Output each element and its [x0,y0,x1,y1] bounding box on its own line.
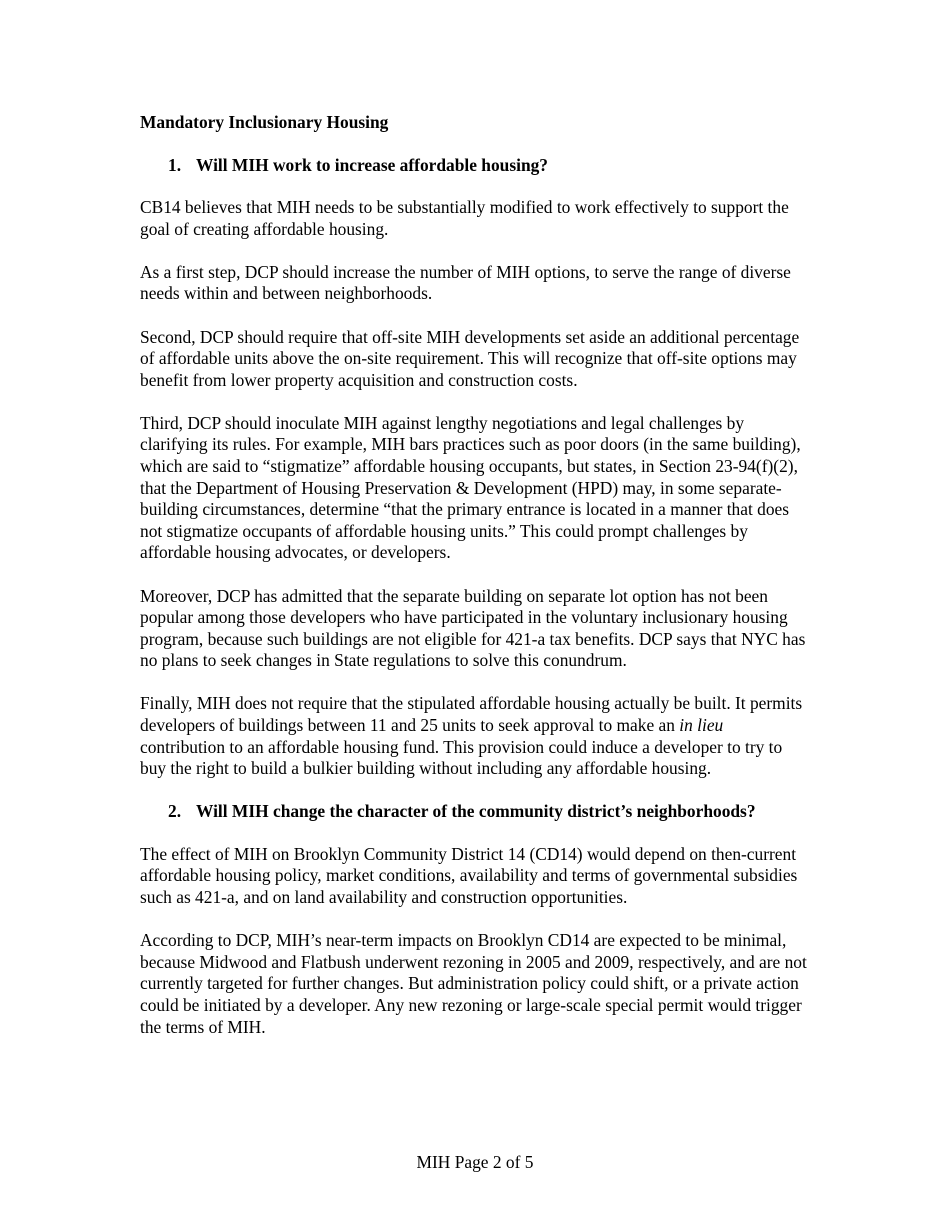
paragraph: Second, DCP should require that off-site MIH developments set aside an additional percentage of affordable units above the on-site requirement. This will recognize that off-site options may benefit from lower property acquisition and construction costs. [140,326,800,390]
paragraph-text-before: Finally, MIH does not require that the stipulated affordable housing actually be built. It permits developers of buildings between 11 and 25 units to seek approval to make an [140,693,803,735]
page-footer: MIH Page 2 of 5 [416,1152,534,1172]
paragraph: CB14 believes that MIH needs to be substantially modified to work effectively to support the goal of creating affordable housing. [140,197,789,239]
paragraph: Third, DCP should inoculate MIH against lengthy negotiations and legal challenges by clarifying its rules. For example, MIH bars practices such as poor doors (in the same building), which are said to “stigmatize” affordable housing occupants, but states, in Section 23-94(f)(2), that the Department of Housing Preservation & Development (HPD) may, in some separate-building circumstances, determine “that the primary entrance is located in a manner that does not stigmatize occupants of affordable housing units.” This could prompt challenges by affordable housing advocates, or developers. [140,412,801,563]
document-body [140,112,812,1060]
section-title: Mandatory Inclusionary Housing [140,112,389,132]
paragraph-in-lieu [140,693,812,779]
question-text: Will MIH change the character of the community district’s neighborhoods? [196,801,756,822]
paragraph-text-after: contribution to an affordable housing fund. This provision could induce a developer to try to buy the right to build a bulkier building without including any affordable housing. [140,736,783,779]
question-text: Will MIH work to increase affordable housing? [196,154,549,175]
paragraph: According to DCP, MIH’s near-term impacts on Brooklyn CD14 are expected to be minimal, because Midwood and Flatbush underwent rezoning in 2005 and 2009, respectively, and are not currently targeted for further changes. But administration policy could shift, or a private action could be initiated by a developer. Any new rezoning or large-scale special permit would trigger the terms of MIH. [140,930,807,1037]
paragraph: As a first step, DCP should increase the number of MIH options, to serve the range of diverse needs within and between neighborhoods. [140,261,791,304]
italic-term: in lieu [679,714,724,735]
paragraph: The effect of MIH on Brooklyn Community District 14 (CD14) would depend on then-current affordable housing policy, market conditions, availability and terms of governmental subsidies such as 421-a, and on land availability and construction opportunities. [140,843,798,908]
paragraph: Moreover, DCP has admitted that the separate building on separate lot option has not been popular among those developers who have participated in the voluntary inclusionary housing program, because such buildings are not eligible for 421-a tax benefits. DCP says that NYC has no plans to seek changes in State regulations to solve this conundrum. [140,585,806,671]
question-number: 1. [168,154,182,175]
question-2-heading [140,801,812,823]
question-1-heading [140,155,812,177]
question-number: 2. [168,801,182,822]
